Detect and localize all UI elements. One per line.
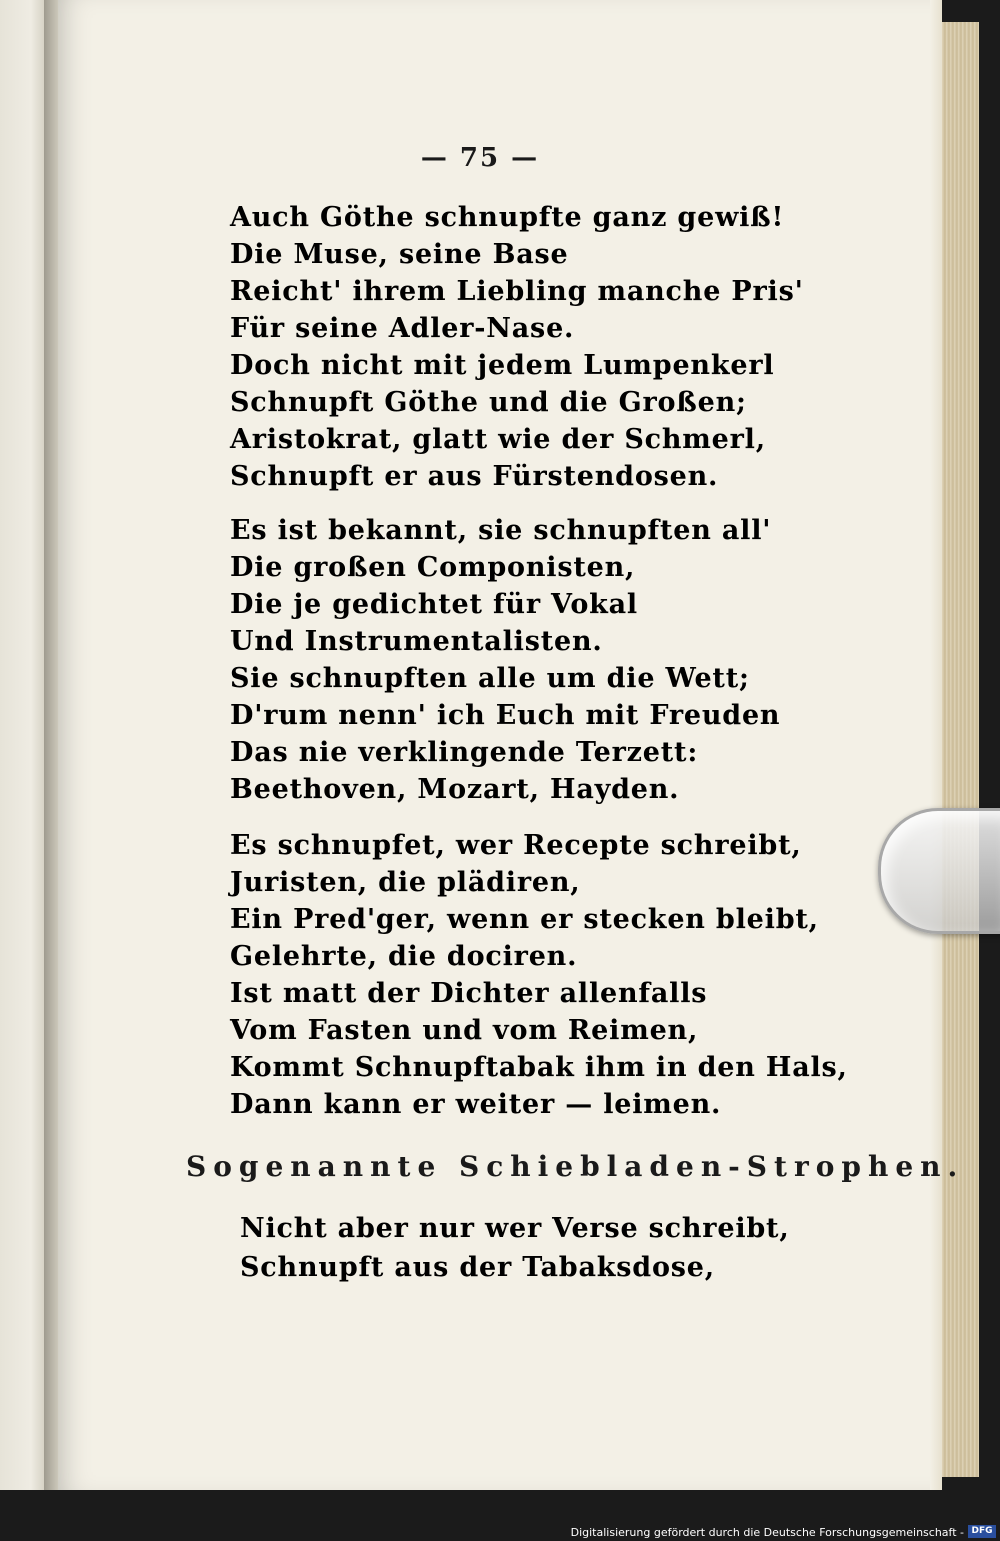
dfg-logo: DFG	[968, 1525, 996, 1538]
verse-line: Reicht' ihrem Liebling manche Pris'	[230, 276, 804, 307]
verse-line: Es ist bekannt, sie schnupften all'	[230, 515, 772, 546]
page-number: — 75 —	[420, 143, 540, 173]
verse-line: Juristen, die plädiren,	[230, 867, 581, 898]
verse-line: Die großen Componisten,	[230, 552, 636, 583]
verse-line: Vom Fasten und vom Reimen,	[230, 1015, 699, 1046]
verse-line: D'rum nenn' ich Euch mit Freuden	[230, 700, 781, 731]
verse-line: Ein Pred'ger, wenn er stecken bleibt,	[230, 904, 819, 935]
verse-line: Schnupft Göthe und die Großen;	[230, 387, 747, 418]
verse-line: Das nie verklingende Terzett:	[230, 737, 699, 768]
page-stack-edges	[938, 22, 979, 1477]
verse-line: Doch nicht mit jedem Lumpenkerl	[230, 350, 775, 381]
verse-line: Ist matt der Dichter allenfalls	[230, 978, 708, 1009]
verse-line: Nicht aber nur wer Verse schreibt,	[240, 1213, 790, 1244]
verse-line: Schnupft aus der Tabaksdose,	[240, 1252, 715, 1283]
verse-line: Die je gedichtet für Vokal	[230, 589, 638, 620]
verse-line: Aristokrat, glatt wie der Schmerl,	[230, 424, 766, 455]
verse-line: Für seine Adler-Nase.	[230, 313, 575, 344]
page-clip	[878, 808, 1000, 934]
verse-line: Schnupft er aus Fürstendosen.	[230, 461, 719, 492]
section-heading: Sogenannte Schiebladen-Strophen.	[186, 1150, 965, 1183]
verse-line: Und Instrumentalisten.	[230, 626, 603, 657]
verse-line: Kommt Schnupftabak ihm in den Hals,	[230, 1052, 848, 1083]
dfg-credit: Digitalisierung gefördert durch die Deutsche Forschungsgemeinschaft -	[570, 1526, 964, 1539]
verse-line: Beethoven, Mozart, Hayden.	[230, 774, 680, 805]
left-page-edge	[0, 0, 46, 1490]
verse-line: Sie schnupften alle um die Wett;	[230, 663, 750, 694]
page-edge-shading	[930, 0, 942, 1490]
verse-line: Dann kann er weiter — leimen.	[230, 1089, 722, 1120]
verse-line: Gelehrte, die dociren.	[230, 941, 578, 972]
verse-line: Die Muse, seine Base	[230, 239, 569, 270]
verse-line: Auch Göthe schnupfte ganz gewiß!	[230, 202, 785, 233]
verse-line: Es schnupfet, wer Recepte schreibt,	[230, 830, 802, 861]
